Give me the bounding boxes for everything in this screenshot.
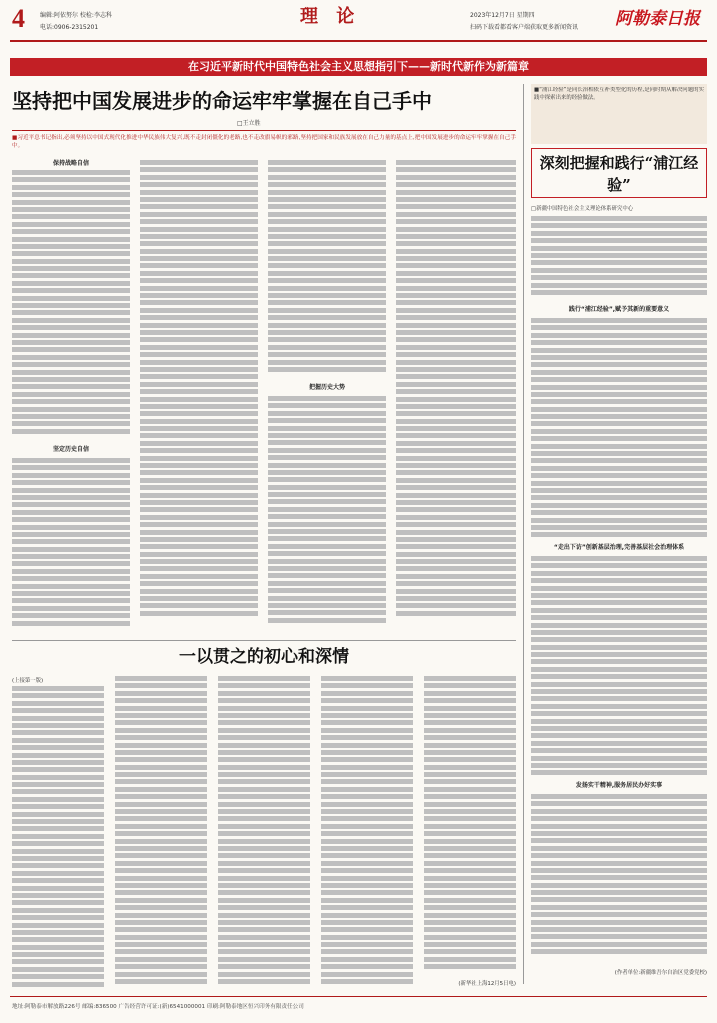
- a2-subhead-1: 践行“浦江经验”,赋予其新的重要意义: [568, 306, 670, 313]
- scan-hint: 扫码下载看都看客户端获取更多新闻资讯: [470, 24, 579, 31]
- a1-col1-text-2: [12, 458, 130, 630]
- banner-text: 在习近平新时代中国特色社会主义思想指引下——新时代新作为新篇章: [188, 60, 529, 73]
- a2-subhead-3: 发扬实干精神,服务居民办好实事: [575, 782, 663, 789]
- a1-col3-text-1: [268, 160, 386, 378]
- a3-col4: [321, 676, 413, 990]
- editor-line: 编辑:阿依努尔 校检:李志科: [40, 12, 112, 19]
- a1-col3-text-2: [268, 396, 386, 630]
- a2-text-1: [531, 216, 707, 302]
- article3-source: (新华社上海12月5日电): [458, 981, 516, 987]
- a2-text-4: [531, 794, 707, 964]
- article2-author: □新疆中国特色社会主义理论体系研究中心: [531, 206, 634, 212]
- page-number: 4: [12, 4, 25, 33]
- issue-date: 2023年12月7日 星期四: [470, 12, 535, 19]
- article2-body: [531, 216, 707, 986]
- a2-text-3: [531, 556, 707, 778]
- article2-intro-text: ■“浦江经验”是同长治相依互补类型化的历程,是同时期从解决问题的实践中探索出来的经验做法。: [534, 87, 704, 101]
- a1-col2: [140, 160, 258, 630]
- a2-subhead-2: “走出下访”创新基层治理,完善基层社会治理体系: [553, 544, 685, 551]
- article1-author: □王立胜: [237, 120, 261, 127]
- article3-title-bar: [12, 640, 516, 668]
- a3-col1: [12, 686, 104, 990]
- a3-col2: [115, 676, 207, 990]
- phone-line: 电话:0906-2315201: [40, 24, 99, 31]
- a1-subhead-1: 保持战略自信: [52, 160, 89, 167]
- section-title: 理 论: [300, 6, 361, 27]
- footer-info: 地址:阿勒泰市解放路226号 邮编:836500 广告经营许可证:(新)6541000001 印刷:阿勒泰地区恒兴印务有限责任公司: [12, 1004, 304, 1010]
- a1-col3: [268, 160, 386, 630]
- article3-title: 一以贯之的初心和深情: [179, 647, 349, 667]
- article2-signature: (作者单位:新疆维吾尔自治区党委党校): [614, 970, 707, 976]
- article1-intro: [12, 130, 516, 156]
- a1-col1-text-1: [12, 170, 130, 440]
- article2-intro: [531, 84, 707, 144]
- a1-col4: [396, 160, 516, 630]
- article1-body: [12, 160, 516, 630]
- a1-subhead-2: 坚定历史自信: [52, 446, 89, 453]
- article2-title: 深刻把握和践行“浦江经验”: [539, 154, 699, 194]
- theme-banner: [10, 58, 707, 76]
- column-divider: [523, 84, 524, 984]
- article3-body: [12, 676, 516, 992]
- a3-col3: [218, 676, 310, 990]
- article1-title: 坚持把中国发展进步的命运牢牢掌握在自己手中: [12, 89, 432, 113]
- a1-subhead-3: 把握历史大势: [308, 384, 345, 391]
- masthead-logo: 阿勒泰日报: [615, 9, 700, 29]
- article2-title-box: [531, 148, 707, 198]
- a3-start: (上接第一版): [12, 678, 44, 684]
- a3-col5: [424, 676, 516, 976]
- a2-text-2: [531, 318, 707, 540]
- article1-intro-text: ■习近平总书记指出,必须坚持以中国式现代化推进中华民族伟大复兴,既不走封闭僵化的老路,也不走改旗易帜的邪路,坚持把国家和民族发展放在自己力量的基点上,把中国发展进步的命运牢牢掌握在自己手中。: [12, 135, 516, 149]
- a1-col1: [12, 160, 130, 630]
